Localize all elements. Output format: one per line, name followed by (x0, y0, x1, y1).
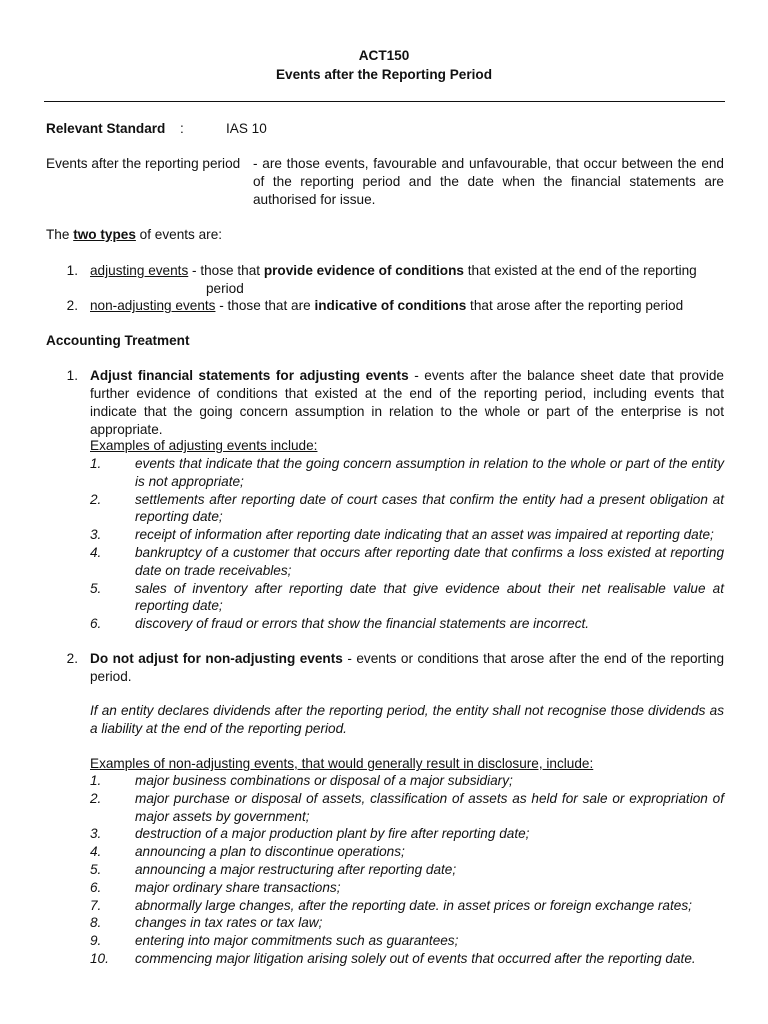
document-header (0, 46, 768, 84)
non-adjusting-example-item-number: 10. (90, 950, 109, 966)
adjusting-example-item-number: 4. (90, 544, 102, 560)
treatment-2-number: 2. (66, 651, 78, 666)
type-2-name: non-adjusting events (90, 298, 216, 313)
adjusting-examples-list (90, 455, 724, 633)
section-heading-accounting-treatment: Accounting Treatment (46, 333, 190, 348)
non-adjusting-example-item-number: 7. (90, 897, 102, 913)
adjusting-example-item-number: 2. (90, 491, 102, 507)
header-divider (44, 101, 725, 102)
non-adjusting-example-item-number: 5. (90, 861, 102, 877)
non-adjusting-example-item (90, 914, 724, 932)
adjusting-example-item-text: settlements after reporting date of court cases that confirm the entity had a present obligation at reporting date; (135, 491, 724, 525)
adjusting-example-item-text: bankruptcy of a customer that occurs after reporting date that confirms a loss existed at reporting date on trade receivables; (135, 544, 724, 578)
document-title: Events after the Reporting Period (275, 67, 493, 82)
type-1-number: 1. (66, 263, 78, 278)
non-adjusting-example-item-number: 4. (90, 844, 102, 860)
adjusting-example-item-text: sales of inventory after reporting date that give evidence about their net realisable value at reporting date; (135, 580, 724, 614)
type-2-text: non-adjusting events - those that are indicative of conditions that arose after the reporting period (90, 298, 684, 313)
adjusting-example-item (90, 455, 724, 491)
non-adjusting-example-item-text: abnormally large changes, after the reporting date. in asset prices or foreign exchange rates; (135, 897, 692, 913)
adjusting-example-item-number: 1. (90, 456, 102, 471)
non-adjusting-example-item-text: announcing a major restructuring after reporting date; (135, 861, 457, 877)
non-adjusting-example-item (90, 950, 724, 968)
non-adjusting-example-item (90, 879, 724, 897)
course-code: ACT150 (358, 48, 410, 63)
standard-value: IAS 10 (226, 121, 267, 136)
adjusting-example-item-text: receipt of information after reporting date indicating that an asset was impaired at reporting date; (135, 527, 714, 543)
type-1-name: adjusting events (90, 263, 189, 278)
non-adjusting-example-item (90, 772, 724, 790)
definition-term: Events after the reporting period (46, 156, 241, 171)
standard-colon: : (180, 121, 184, 136)
standard-label: Relevant Standard (46, 121, 166, 136)
non-adjusting-example-item (90, 897, 724, 915)
type-1-text: adjusting events - those that provide evidence of conditions that existed at the end of the reporting (90, 263, 697, 278)
non-adjusting-example-item-number: 2. (90, 790, 102, 806)
treatment-1-text: Adjust financial statements for adjusting events - events after the balance sheet date that provide further evidence of conditions that existed at the end of the reporting period, including events that indicate that the going concern assumption in relation to the whole or part of the enterprise is not appropriate. (90, 368, 724, 437)
adjusting-example-item-number: 5. (90, 580, 102, 596)
types-intro-emphasis: two types (73, 227, 136, 242)
non-adjusting-example-item (90, 932, 724, 950)
types-intro: The two types of events are: (46, 227, 223, 242)
type-2-number: 2. (66, 298, 78, 313)
adjusting-example-item-text: events that indicate that the going concern assumption in relation to the whole or part of the entity is not appropriate; (135, 456, 724, 489)
non-adjusting-examples-label: Examples of non-adjusting events, that would generally result in disclosure, include: (90, 756, 594, 771)
non-adjusting-example-item-text: changes in tax rates or tax law; (135, 915, 323, 931)
adjusting-example-item (90, 491, 724, 527)
non-adjusting-example-item (90, 843, 724, 861)
non-adjusting-example-item-text: entering into major commitments such as guarantees; (135, 933, 459, 949)
non-adjusting-example-item-text: announcing a plan to discontinue operations; (135, 844, 405, 860)
non-adjusting-example-item-text: commencing major litigation arising solely out of events that occurred after the reporting date. (135, 950, 696, 966)
treatment-1-number: 1. (66, 368, 78, 383)
adjusting-example-item-text: discovery of fraud or errors that show the financial statements are incorrect. (135, 616, 590, 632)
treatment-2-text: Do not adjust for non-adjusting events - events or conditions that arose after the end of the reporting period. (90, 651, 725, 684)
non-adjusting-example-item-number: 9. (90, 933, 102, 949)
adjusting-example-item (90, 544, 724, 580)
non-adjusting-example-item-text: major business combinations or disposal of a major subsidiary; (135, 773, 513, 788)
definition-text: - are those events, favourable and unfavourable, that occur between the end of the reporting period and the date when the financial statements are authorised for issue. (253, 156, 724, 207)
adjusting-example-item-number: 6. (90, 616, 102, 632)
non-adjusting-example-item-number: 3. (90, 826, 102, 842)
dividends-note: If an entity declares dividends after the reporting period, the entity shall not recognise those dividends as a liability at the end of the reporting period. (90, 703, 724, 736)
non-adjusting-example-item-number: 6. (90, 879, 102, 895)
non-adjusting-example-item-text: major purchase or disposal of assets, classification of assets as held for sale or expropriation of major assets by government; (135, 790, 724, 824)
adjusting-example-item (90, 526, 724, 544)
adjusting-example-item (90, 615, 724, 633)
non-adjusting-example-item-number: 8. (90, 915, 102, 931)
non-adjusting-examples-list (90, 772, 724, 968)
non-adjusting-example-item-text: major ordinary share transactions; (135, 879, 341, 895)
adjusting-example-item-number: 3. (90, 527, 102, 543)
non-adjusting-example-item (90, 790, 724, 826)
adjusting-examples-label: Examples of adjusting events include: (90, 438, 318, 453)
non-adjusting-example-item (90, 825, 724, 843)
adjusting-example-item (90, 580, 724, 616)
non-adjusting-example-item-text: destruction of a major production plant by fire after reporting date; (135, 826, 530, 842)
type-1-continuation: period (206, 281, 244, 296)
non-adjusting-example-item-number: 1. (90, 773, 102, 788)
non-adjusting-example-item (90, 861, 724, 879)
